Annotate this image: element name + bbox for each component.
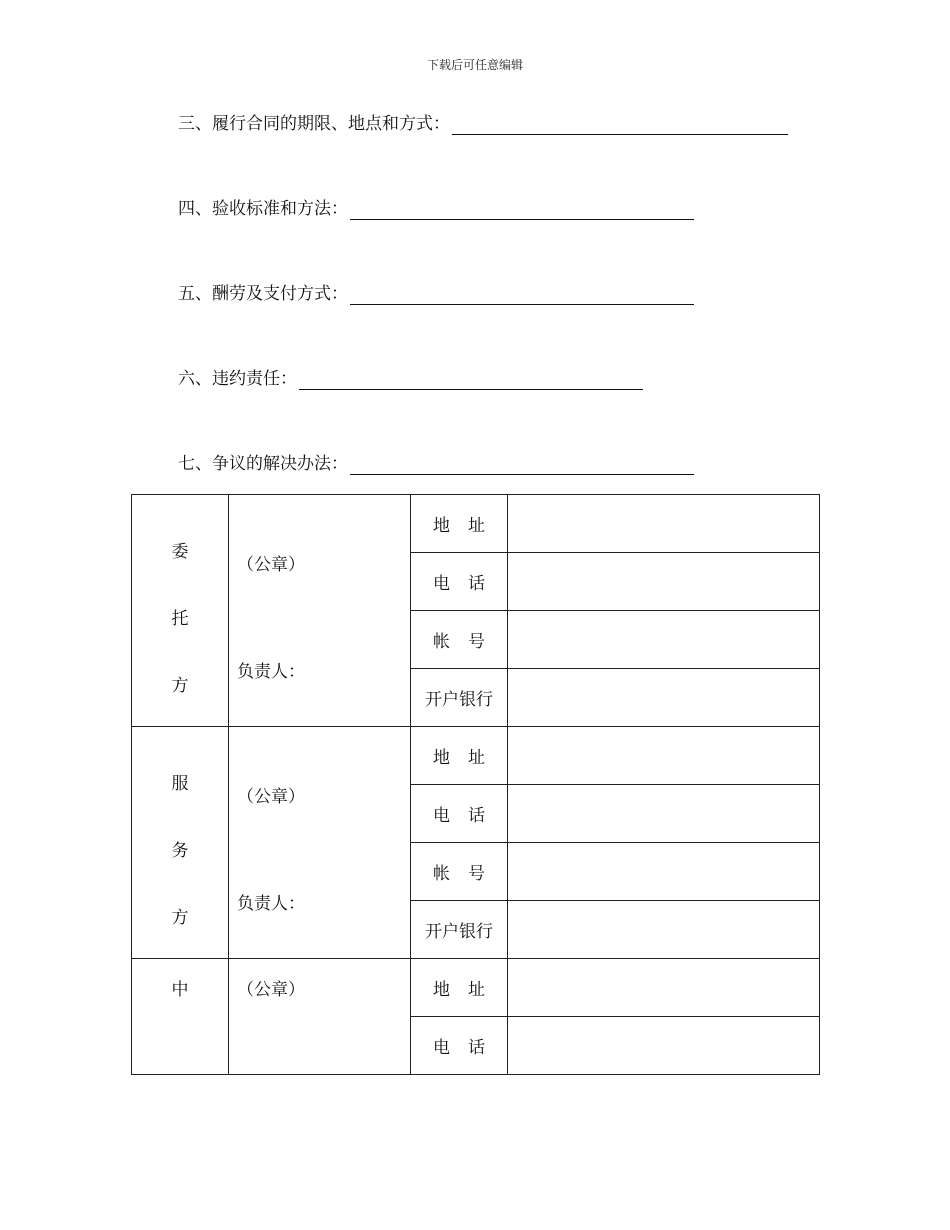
seal-label: （公章） [237, 787, 305, 807]
client-party-cell [132, 495, 229, 727]
field-label-address: 地址 [411, 727, 508, 785]
party-char: 方 [171, 908, 189, 928]
provider-address-value[interactable] [508, 727, 820, 785]
client-phone-value[interactable] [508, 553, 820, 611]
field-label-bank: 开户银行 [411, 669, 508, 727]
client-bank-value[interactable] [508, 669, 820, 727]
clause-acceptance [178, 198, 694, 220]
responsible-label: 负责人： [237, 662, 305, 682]
middle-address-value[interactable] [508, 959, 820, 1017]
field-label-account: 帐号 [411, 843, 508, 901]
client-account-value[interactable] [508, 611, 820, 669]
field-label-account: 帐号 [411, 611, 508, 669]
clause-label: 五、酬劳及支付方式： [178, 284, 348, 304]
party-char: 方 [171, 676, 189, 696]
field-label-phone: 电话 [411, 553, 508, 611]
clause-label: 六、违约责任： [178, 369, 297, 389]
provider-party-cell [132, 727, 229, 959]
clause-label: 三、履行合同的期限、地点和方式： [178, 114, 450, 134]
client-seal-cell[interactable] [229, 495, 411, 727]
clause-label: 四、验收标准和方法： [178, 199, 348, 219]
client-address-value[interactable] [508, 495, 820, 553]
table-row [132, 959, 820, 1017]
fill-in-blank[interactable] [350, 454, 694, 475]
fill-in-blank[interactable] [350, 199, 694, 220]
table-row [132, 495, 820, 553]
middle-party-cell [132, 959, 229, 1075]
seal-label: （公章） [237, 980, 305, 1000]
party-char: 服 [171, 774, 189, 794]
middle-phone-value[interactable] [508, 1017, 820, 1075]
clause-breach [178, 368, 643, 390]
seal-label: （公章） [237, 555, 305, 575]
field-label-phone: 电话 [411, 1017, 508, 1075]
field-label-address: 地址 [411, 959, 508, 1017]
middle-seal-cell[interactable] [229, 959, 411, 1075]
responsible-label: 负责人： [237, 894, 305, 914]
provider-account-value[interactable] [508, 843, 820, 901]
clause-payment [178, 283, 694, 305]
field-label-phone: 电话 [411, 785, 508, 843]
signature-table [131, 494, 820, 1075]
party-char: 中 [171, 980, 189, 1000]
table-row [132, 727, 820, 785]
field-label-address: 地址 [411, 495, 508, 553]
fill-in-blank[interactable] [452, 114, 788, 135]
fill-in-blank[interactable] [299, 369, 643, 390]
clause-dispute [178, 453, 694, 475]
party-char: 务 [171, 841, 189, 861]
clause-label: 七、争议的解决办法： [178, 454, 348, 474]
provider-seal-cell[interactable] [229, 727, 411, 959]
provider-phone-value[interactable] [508, 785, 820, 843]
clause-term-place-method [178, 113, 788, 135]
field-label-bank: 开户银行 [411, 901, 508, 959]
fill-in-blank[interactable] [350, 284, 694, 305]
party-char: 委 [171, 542, 189, 562]
page-header: 下载后可任意编辑 [426, 58, 523, 72]
provider-bank-value[interactable] [508, 901, 820, 959]
party-char: 托 [171, 609, 189, 629]
